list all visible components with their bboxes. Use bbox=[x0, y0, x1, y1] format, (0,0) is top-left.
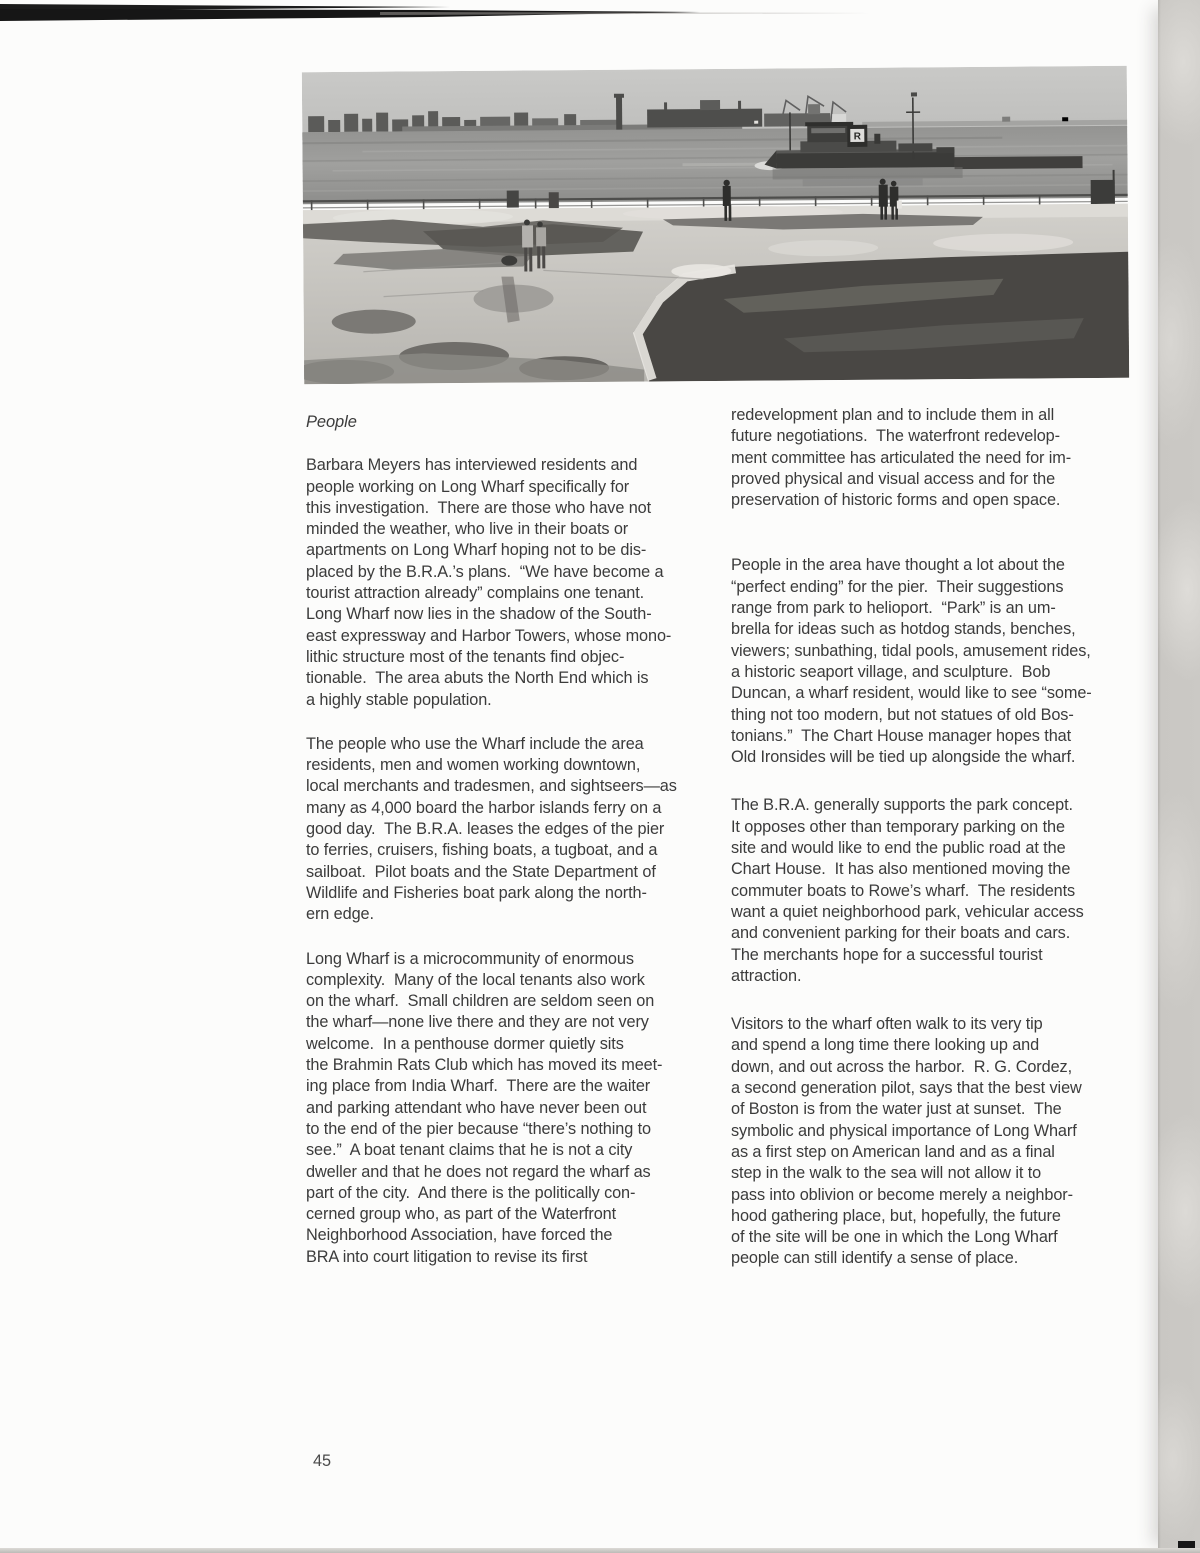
harbor-photo-scene bbox=[302, 66, 1129, 384]
paragraph: redevelopment plan and to include them in all future negotiations. The waterfront redevelop- ment committee has articulated the need for im- proved physical and visual access and for the preservation of historic forms and open space. bbox=[731, 406, 1072, 510]
scan-edge-artifact-top bbox=[0, 0, 900, 28]
page-number: 45 bbox=[313, 1452, 332, 1470]
paragraph: The B.R.A. generally supports the park concept. It opposes other than temporary parking on the site and would like to end the public road at the Chart House. It has also mentioned moving the commuter boats to Rowe’s wharf. The residents want a quiet neighborhood park, vehicular access and convenient parking for their boats and cars. The merchants hope for a successful tourist attraction. bbox=[731, 796, 1084, 985]
section-heading: People bbox=[306, 413, 357, 431]
tugboat-reflection bbox=[773, 167, 963, 179]
paragraph: The people who use the Wharf include the area residents, men and women working downtown, local merchants and tradesmen, and sightseers—as many as 4,000 board the harbor islands ferry on a good day. The B.R.A. leases the edges of the pier to ferries, cruisers, fishing boats, a tugboat, and a sailboat. Pilot boats and the State Department of Wildlife and Fisheries boat park along the north- ern edge. bbox=[306, 734, 677, 924]
right-column bbox=[731, 405, 1135, 1297]
left-column bbox=[306, 412, 710, 1291]
paragraph: Visitors to the wharf often walk to its very tip and spend a long time there looking up and down, and out across the harbor. R. G. Cordez, a second generation pilot, says that the best view of Boston is from the water just at sunset. The symbolic and physical importance of Long Wharf as a first step on American land and as a final step in the walk to the sea will not allow it to pass into oblivion or become merely a neighbor- hood gathering place, but, hopefully, the future of the site will be one in which the Long Wharf people can still identify a sense of place. bbox=[731, 1015, 1082, 1268]
paragraph: People in the area have thought a lot about the “perfect ending” for the pier. Their suggestions range from park to helioport. “Park” is an um- brella for ideas such as hotdog stands, benches, viewers; sunbathing, tidal pools, amusement rides, a historic seaport village, and sculpture. Bob Duncan, a wharf resident, would like to see “some- thing not too modern, but not statues of old Bos- tonians.” The Chart House manager hopes that Old Ironsides will be tied up alongside the wharf. bbox=[731, 556, 1092, 767]
page-edge-strip bbox=[1158, 0, 1200, 1553]
tugboat-funnel-letter: R bbox=[853, 131, 861, 143]
paragraph: Long Wharf is a microcommunity of enormous complexity. Many of the local tenants also work on the wharf. Small children are seldom seen on the wharf—none live there and they are not very welcome. In a penthouse dormer quietly sits the Brahmin Rats Club which has moved its meet- ing place from India Wharf. There are the waiter and parking attendant who have never been out to the end of the pier because “there’s nothing to see.” A boat tenant claims that he is not a city dweller and that he does not regard the wharf as part of the city. And there is the politically con- cerned group who, as part of the Waterfront Neighborhood Association, have forced the BRA into court litigation to revise its first bbox=[306, 949, 663, 1266]
harbor-photograph bbox=[302, 66, 1129, 384]
paragraph: Barbara Meyers has interviewed residents and people working on Long Wharf specifically for this investigation. There are those who have not minded the weather, who live in their boats or apartments on Long Wharf hoping not to be dis- placed by the B.R.A.’s plans. “We have become a tourist attraction already” complains one tenant. Long Wharf now lies in the shadow of the South- east expressway and Harbor Towers, whose mono- lithic structure most of the tenants find objec- tionable. The area abuts the North End which is a highly stable population. bbox=[306, 456, 672, 709]
wharf-surface bbox=[302, 203, 1129, 384]
scan-edge-bottom bbox=[0, 1548, 1200, 1553]
barge bbox=[954, 156, 1082, 169]
